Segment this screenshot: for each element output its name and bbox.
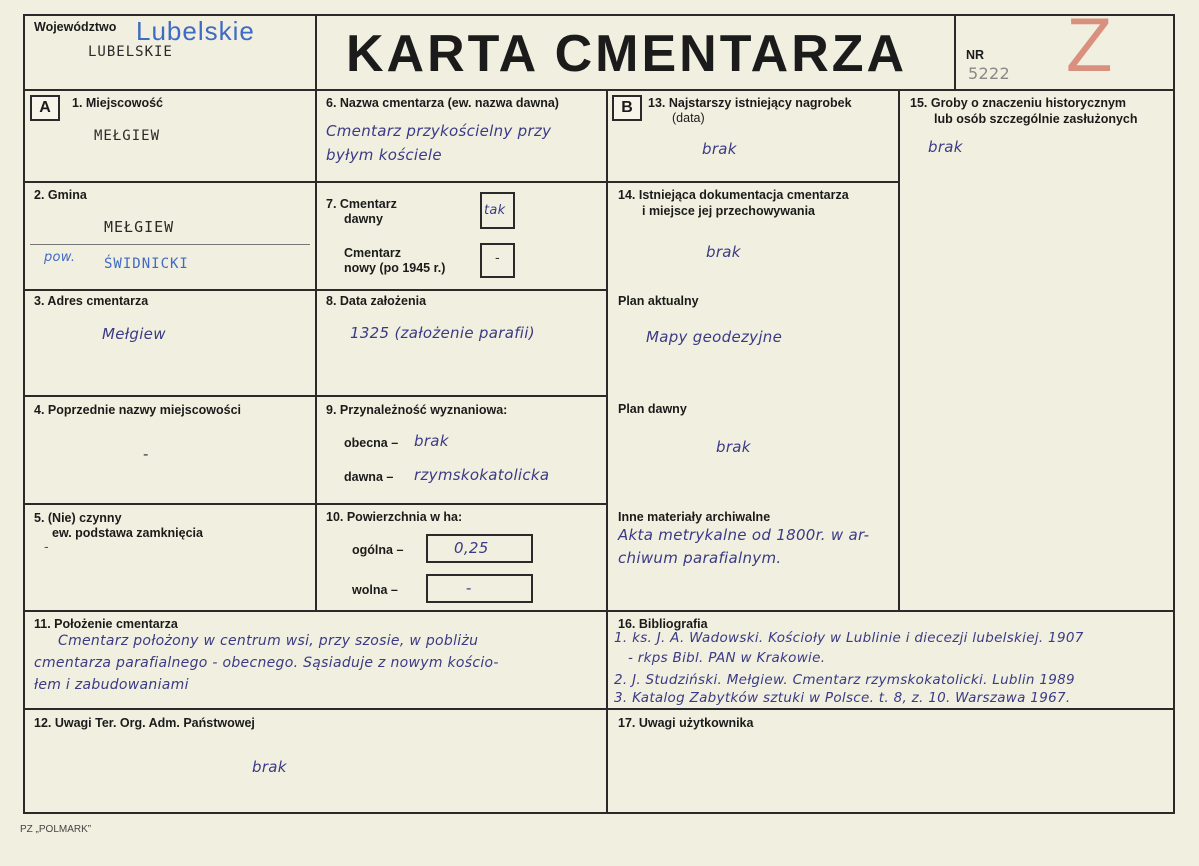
- wolna-box: [426, 574, 533, 603]
- pow-value: ŚWIDNICKI: [104, 256, 189, 272]
- wojewodztwo-stamp: Lubelskie: [136, 16, 255, 46]
- divider: [606, 89, 608, 814]
- field-2-value: MEŁGIEW: [104, 218, 175, 236]
- obecna-value: brak: [414, 432, 449, 450]
- field-8-value: 1325 (założenie parafii): [350, 324, 535, 342]
- field-15-label: 15. Groby o znaczeniu historycznym: [910, 96, 1127, 110]
- dawna-value: rzymskokatolicka: [414, 466, 550, 484]
- field-6-line2: byłym kościele: [326, 146, 442, 164]
- field-1-label: 1. Miejscowość: [72, 96, 164, 110]
- section-a-marker: A: [30, 95, 60, 121]
- inne-label: Inne materiały archiwalne: [618, 510, 771, 524]
- bibliography-line3: 2. J. Studziński. Mełgiew. Cmentarz rzymskokatolicki. Lublin 1989: [614, 672, 1075, 688]
- field-15-value: brak: [928, 138, 963, 156]
- field-11-line3: łem i zabudowaniami: [34, 677, 189, 693]
- divider: [315, 89, 317, 612]
- divider: [606, 181, 899, 183]
- divider: [23, 289, 607, 291]
- wolna-label: wolna –: [352, 583, 398, 597]
- wolna-value: -: [466, 579, 472, 597]
- field-17-label: 17. Uwagi użytkownika: [618, 716, 754, 730]
- plan-aktualny-label: Plan aktualny: [618, 294, 699, 308]
- obecna-label: obecna –: [344, 436, 399, 450]
- field-11-line2: cmentarza parafialnego - obecnego. Sąsiaduje z nowym kościo-: [34, 655, 499, 671]
- field-8-label: 8. Data założenia: [326, 294, 427, 308]
- bibliography-line4: 3. Katalog Zabytków sztuki w Polsce. t. 8, z. 10. Warszawa 1967.: [614, 690, 1071, 706]
- dawna-label: dawna –: [344, 470, 394, 484]
- plan-dawny-value: brak: [716, 438, 751, 456]
- divider: [898, 89, 900, 612]
- field-3-label: 3. Adres cmentarza: [34, 294, 149, 308]
- divider: [315, 14, 317, 91]
- wojewodztwo-label: Województwo: [34, 20, 117, 34]
- field-16-label: 16. Bibliografia: [618, 617, 708, 631]
- page-title: KARTA CMENTARZA: [346, 25, 908, 83]
- divider: [23, 89, 1175, 91]
- field-10-label: 10. Powierzchnia w ha:: [326, 510, 463, 524]
- field-13-sublabel: (data): [672, 111, 705, 125]
- field-15-sublabel: lub osób szczególnie zasłużonych: [934, 112, 1138, 126]
- field-3-value: Mełgiew: [102, 325, 166, 343]
- divider: [23, 610, 1175, 612]
- field-12-value: brak: [252, 758, 287, 776]
- ogolna-value: 0,25: [454, 539, 489, 557]
- field-6-line1: Cmentarz przykościelny przy: [326, 122, 552, 140]
- inne-line1: Akta metrykalne od 1800r. w ar-: [618, 526, 870, 544]
- field-14-sublabel: i miejsce jej przechowywania: [642, 204, 815, 218]
- field-2-label: 2. Gmina: [34, 188, 87, 202]
- nowy-box: [480, 243, 515, 278]
- pow-line: [30, 244, 310, 245]
- bibliography-line1: 1. ks. J. A. Wadowski. Kościoły w Lublinie i diecezji lubelskiej. 1907: [614, 630, 1084, 646]
- printer-imprint: PZ „POLMARK”: [20, 824, 92, 835]
- nr-value: 5222: [968, 64, 1010, 83]
- field-13-label: 13. Najstarszy istniejący nagrobek: [648, 96, 852, 110]
- field-5-value: -: [44, 540, 49, 555]
- field-7-nowy-sublabel: nowy (po 1945 r.): [344, 261, 446, 275]
- ogolna-label: ogólna –: [352, 543, 404, 557]
- field-12-label: 12. Uwagi Ter. Org. Adm. Państwowej: [34, 716, 255, 730]
- category-mark: Z: [1066, 3, 1113, 88]
- nr-label: NR: [966, 48, 985, 62]
- section-b-marker: B: [612, 95, 642, 121]
- ogolna-box: [426, 534, 533, 563]
- divider: [23, 181, 607, 183]
- field-7-dawny-label: dawny: [344, 212, 383, 226]
- plan-dawny-label: Plan dawny: [618, 402, 687, 416]
- divider: [23, 395, 607, 397]
- field-7-label: 7. Cmentarz: [326, 197, 397, 211]
- inne-line2: chiwum parafialnym.: [618, 549, 782, 567]
- dawny-box: [480, 192, 515, 229]
- field-5-label: 5. (Nie) czynny: [34, 511, 122, 525]
- nowy-value: -: [495, 251, 500, 266]
- divider: [23, 503, 607, 505]
- divider: [954, 14, 956, 91]
- plan-aktualny-value: Mapy geodezyjne: [646, 328, 783, 346]
- field-1-value: MEŁGIEW: [94, 128, 161, 144]
- field-6-label: 6. Nazwa cmentarza (ew. nazwa dawna): [326, 96, 559, 110]
- field-7-nowy-label: Cmentarz: [344, 246, 401, 260]
- field-9-label: 9. Przynależność wyznaniowa:: [326, 403, 508, 417]
- field-5-sublabel: ew. podstawa zamknięcia: [52, 526, 203, 540]
- dawny-value: tak: [484, 203, 506, 218]
- field-13-value: brak: [702, 140, 737, 158]
- field-14-value: brak: [706, 243, 741, 261]
- field-14-label: 14. Istniejąca dokumentacja cmentarza: [618, 188, 849, 202]
- wojewodztwo-value: LUBELSKIE: [88, 44, 173, 60]
- field-11-line1: Cmentarz położony w centrum wsi, przy szosie, w pobliżu: [58, 633, 479, 649]
- divider: [23, 708, 1175, 710]
- bibliography-line2: - rkps Bibl. PAN w Krakowie.: [628, 650, 826, 666]
- field-4-value: -: [143, 445, 149, 463]
- field-4-label: 4. Poprzednie nazwy miejscowości: [34, 403, 242, 417]
- pow-label: pow.: [44, 250, 76, 265]
- field-11-label: 11. Położenie cmentarza: [34, 617, 178, 631]
